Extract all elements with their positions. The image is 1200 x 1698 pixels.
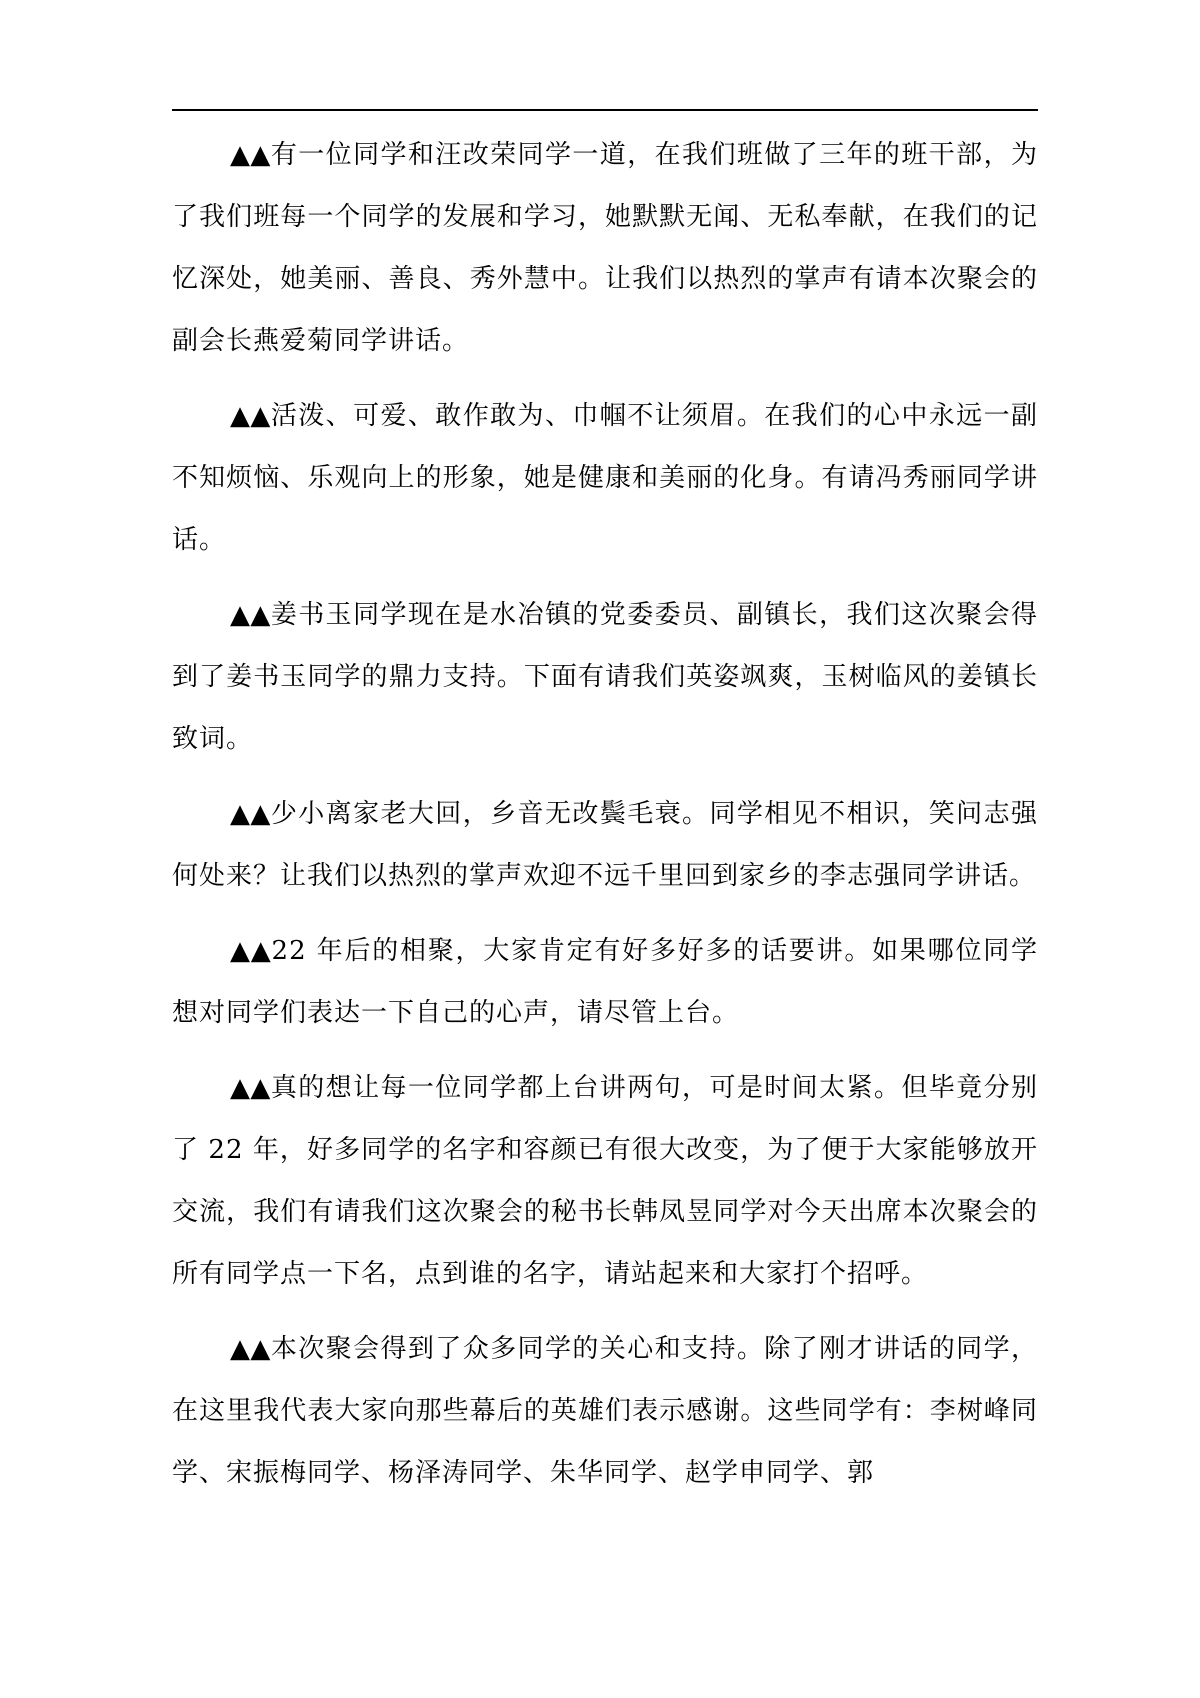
triangle-marker: ▲▲ <box>230 799 271 829</box>
document-body <box>172 124 1038 1517</box>
paragraph <box>172 584 1038 770</box>
paragraph-text: 姜书玉同学现在是水冶镇的党委委员、副镇长，我们这次聚会得到了姜书玉同学的鼎力支持。下面有请我们英姿飒爽，玉树临风的姜镇长致词。 <box>172 600 1038 754</box>
paragraph-text: 22 年后的相聚，大家肯定有好多好多的话要讲。如果哪位同学想对同学们表达一下自己的心声，请尽管上台。 <box>172 936 1038 1028</box>
paragraph <box>172 1318 1038 1504</box>
paragraph <box>172 124 1038 372</box>
paragraph <box>172 385 1038 571</box>
triangle-marker: ▲▲ <box>230 1073 271 1103</box>
paragraph-text: 本次聚会得到了众多同学的关心和支持。除了刚才讲话的同学，在这里我代表大家向那些幕后的英雄们表示感谢。这些同学有：李树峰同学、宋振梅同学、杨泽涛同学、朱华同学、赵学申同学、郭 <box>172 1334 1038 1488</box>
header-rule <box>172 109 1038 111</box>
paragraph <box>172 920 1038 1044</box>
triangle-marker: ▲▲ <box>230 1334 271 1364</box>
paragraph-text: 真的想让每一位同学都上台讲两句，可是时间太紧。但毕竟分别了 22 年，好多同学的名字和容颜已有很大改变，为了便于大家能够放开交流，我们有请我们这次聚会的秘书长韩凤昱同学对今天出席本次聚会的所有同学点一下名，点到谁的名字，请站起来和大家打个招呼。 <box>172 1073 1038 1289</box>
triangle-marker: ▲▲ <box>230 401 271 431</box>
triangle-marker: ▲▲ <box>230 140 271 170</box>
paragraph <box>172 783 1038 907</box>
paragraph-text: 有一位同学和汪改荣同学一道，在我们班做了三年的班干部，为了我们班每一个同学的发展和学习，她默默无闻、无私奉献，在我们的记忆深处，她美丽、善良、秀外慧中。让我们以热烈的掌声有请本次聚会的副会长燕爱菊同学讲话。 <box>172 140 1038 356</box>
paragraph-text: 少小离家老大回，乡音无改鬓毛衰。同学相见不相识，笑问志强何处来？让我们以热烈的掌声欢迎不远千里回到家乡的李志强同学讲话。 <box>172 799 1038 891</box>
triangle-marker: ▲▲ <box>230 936 272 966</box>
triangle-marker: ▲▲ <box>230 600 271 630</box>
paragraph <box>172 1057 1038 1305</box>
paragraph-text: 活泼、可爱、敢作敢为、巾帼不让须眉。在我们的心中永远一副不知烦恼、乐观向上的形象，她是健康和美丽的化身。有请冯秀丽同学讲话。 <box>172 401 1038 555</box>
